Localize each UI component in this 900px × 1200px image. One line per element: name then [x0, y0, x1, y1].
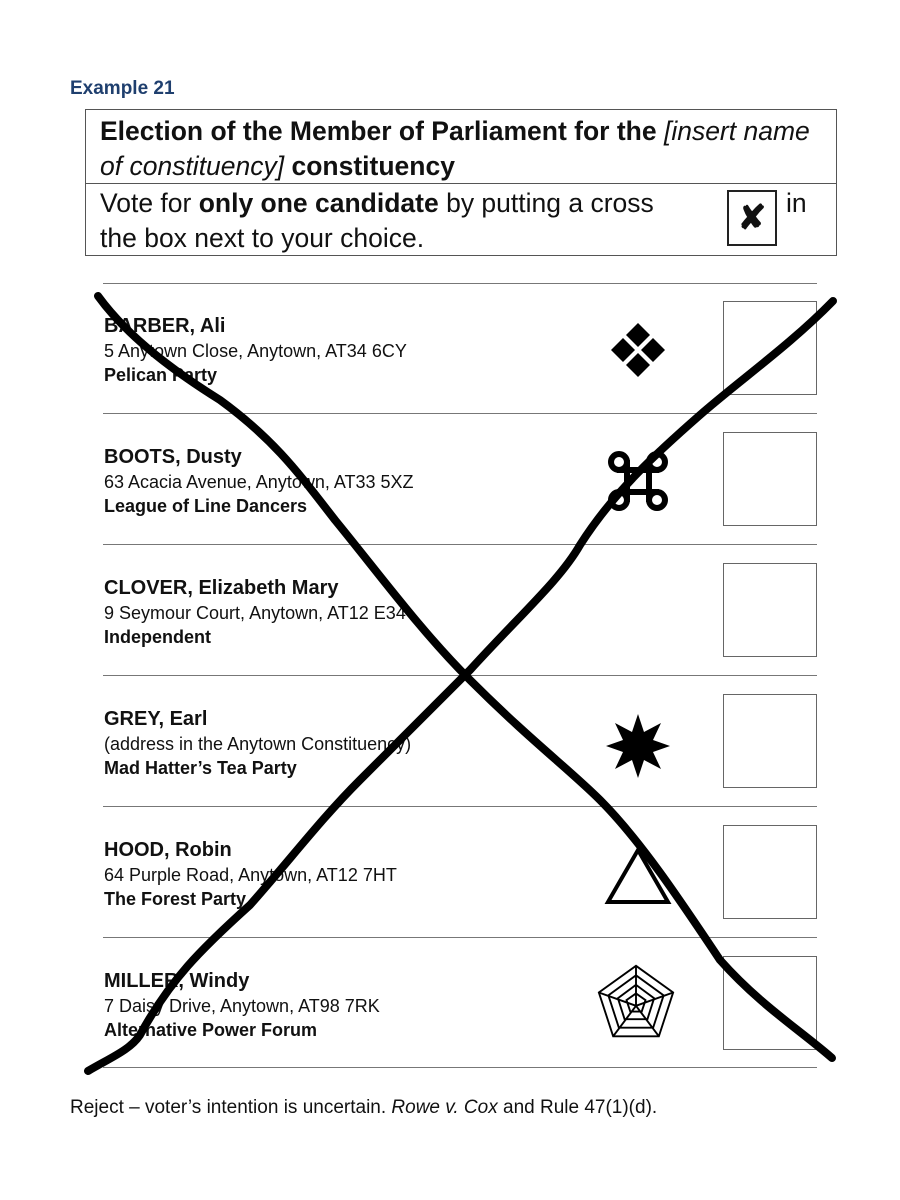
candidate-row — [104, 444, 414, 518]
row-divider — [103, 413, 817, 414]
candidate-row — [104, 968, 380, 1042]
candidate-address: 7 Daisy Drive, Anytown, AT98 7RK — [104, 996, 380, 1016]
ruling-footnote — [70, 1097, 657, 1119]
instruction-text-4: the box next to your choice. — [100, 223, 425, 253]
vote-box-miller[interactable] — [723, 956, 817, 1050]
candidate-row — [104, 575, 406, 649]
four-diamonds-icon — [598, 310, 678, 390]
cross-mark-icon: ✘ — [737, 199, 767, 237]
sample-cross-box — [727, 190, 777, 246]
example-title: Example 21 — [70, 78, 175, 99]
candidate-name: BARBER, Ali — [104, 315, 226, 337]
vote-box-grey[interactable] — [723, 694, 817, 788]
footnote-text-2: and Rule 47(1)(d). — [497, 1097, 658, 1118]
row-divider — [103, 675, 817, 676]
ballot-title — [100, 114, 825, 184]
candidate-party: Independent — [104, 627, 211, 647]
candidate-party: The Forest Party — [104, 889, 247, 909]
candidate-name: MILLER, Windy — [104, 970, 250, 992]
vote-box-boots[interactable] — [723, 432, 817, 526]
ballot-header — [85, 109, 837, 256]
candidate-row — [104, 313, 407, 387]
row-divider — [103, 937, 817, 938]
row-divider — [103, 1067, 817, 1068]
vote-box-hood[interactable] — [723, 825, 817, 919]
spider-web-icon — [596, 962, 676, 1042]
row-divider — [103, 283, 817, 284]
candidate-party: Alternative Power Forum — [104, 1020, 318, 1040]
instruction-in: in — [786, 188, 807, 218]
instruction-text: Vote for — [100, 188, 199, 218]
candidate-address: 64 Purple Road, Anytown, AT12 7HT — [104, 865, 397, 885]
candidate-party: Mad Hatter’s Tea Party — [104, 758, 297, 778]
instruction-text-2: by putting a cross — [438, 188, 654, 218]
candidate-address: 5 Anytown Close, Anytown, AT34 6CY — [104, 341, 407, 361]
header-divider — [86, 183, 836, 184]
row-divider — [103, 806, 817, 807]
candidate-party: Pelican Party — [104, 365, 218, 385]
candidate-address: (address in the Anytown Constituency) — [104, 734, 412, 754]
candidate-address: 63 Acacia Avenue, Anytown, AT33 5XZ — [104, 472, 414, 492]
ballot-instruction — [100, 186, 740, 256]
title-italic-part: [insert name of constituency] — [100, 116, 810, 181]
candidate-row — [104, 837, 397, 911]
instruction-bold: only one candidate — [198, 188, 439, 218]
vote-box-clover[interactable] — [723, 563, 817, 657]
vote-box-barber[interactable] — [723, 301, 817, 395]
triangle-outline-icon — [598, 836, 678, 916]
command-key-icon — [598, 441, 678, 521]
candidate-party: League of Line Dancers — [104, 496, 308, 516]
candidate-name: HOOD, Robin — [104, 839, 232, 861]
eight-point-star-icon — [598, 706, 678, 786]
candidate-name: BOOTS, Dusty — [104, 446, 242, 468]
candidate-name: GREY, Earl — [104, 708, 208, 730]
candidate-address: 9 Seymour Court, Anytown, AT12 E34 — [104, 603, 406, 623]
candidate-name: CLOVER, Elizabeth Mary — [104, 577, 339, 599]
candidate-row — [104, 706, 411, 780]
row-divider — [103, 544, 817, 545]
title-bold-part: Election of the Member of Parliament for the — [100, 116, 664, 146]
footnote-text: Reject – voter’s intention is uncertain. — [70, 1097, 392, 1118]
title-bold-part-2: constituency — [284, 151, 455, 181]
footnote-case-citation: Rowe v. Cox — [391, 1097, 498, 1118]
